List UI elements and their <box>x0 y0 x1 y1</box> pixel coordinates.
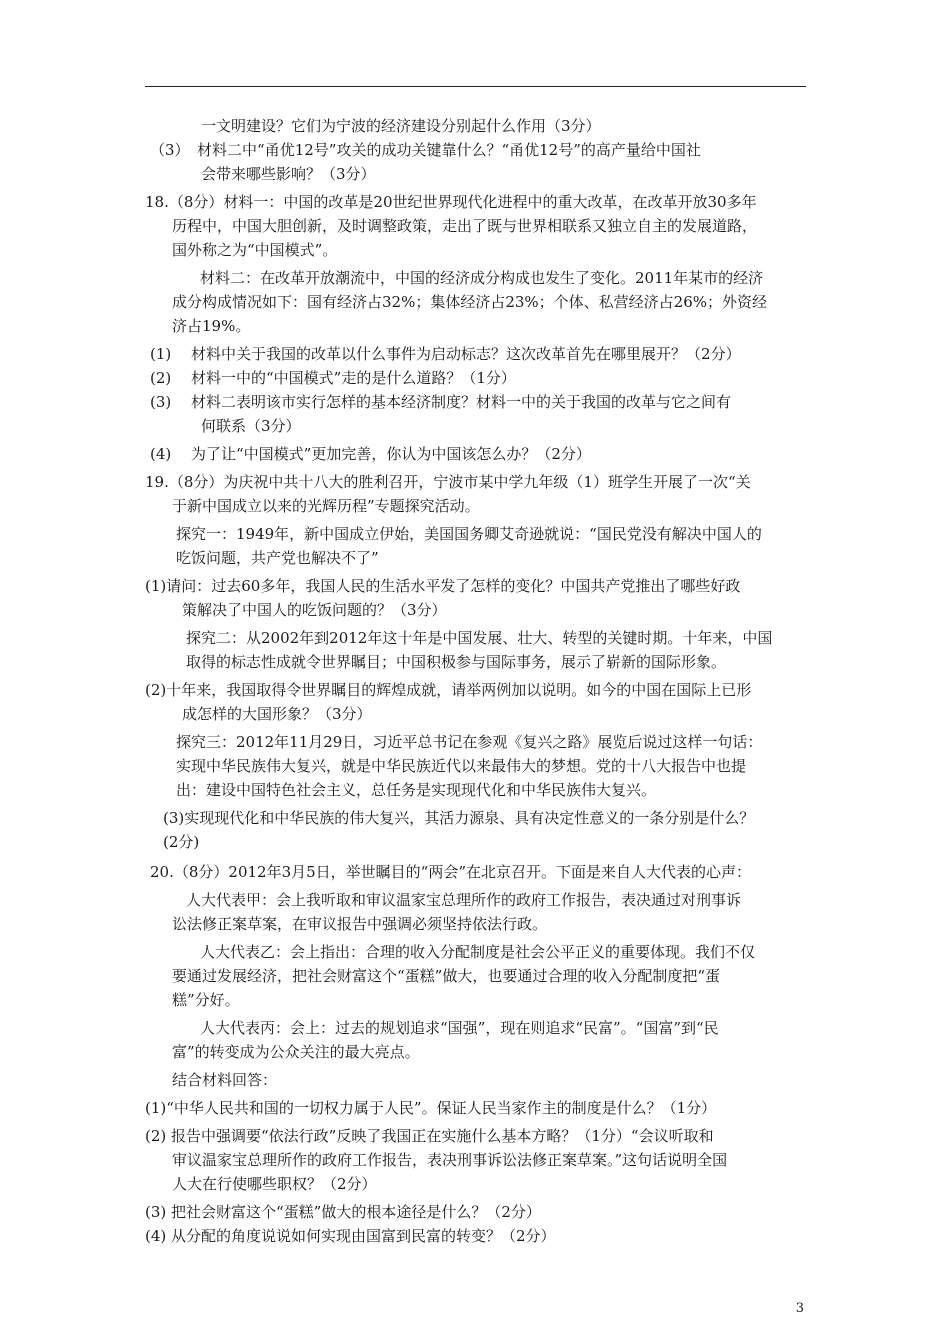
text-line: 糕”分好。 <box>172 991 240 1009</box>
text-line: (1)“中华人民共和国的一切权力属于人民”。保证人民当家作主的制度是什么？（1分） <box>145 1099 717 1117</box>
text-line: 成怎样的大国形象？（3分） <box>182 705 372 723</box>
text-line: （3） 材料二中“甬优12号”攻关的成功关键靠什么？“甬优12号”的高产量给中国社 <box>150 141 701 159</box>
text-line: (2) 报告中强调要“依法行政”反映了我国正在实施什么基本方略？（1分）“会议听取和 <box>145 1127 714 1145</box>
text-line: 国外称之为“中国模式”。 <box>172 241 338 259</box>
text-line: 材料二：在改革开放潮流中，中国的经济成分构成也发生了变化。2011年某市的经济 <box>200 269 764 287</box>
text-line: 会带来哪些影响？（3分） <box>201 165 376 183</box>
text-line: 实现中华民族伟大复兴，就是中华民族近代以来最伟大的梦想。党的十八大报告中也提 <box>176 757 747 775</box>
text-line: 人大代表乙：会上指出：合理的收入分配制度是社会公平正义的重要体现。我们不仅 <box>200 943 756 961</box>
text-line: 要通过发展经济，把社会财富这个“蛋糕”做大，也要通过合理的收入分配制度把“蛋 <box>172 967 721 985</box>
text-line: 探究二：从2002年到2012年这十年是中国发展、壮大、转型的关键时期。十年来，中国 <box>186 629 773 647</box>
text-line: 济占19%。 <box>172 317 251 335</box>
text-line: 结合材料回答： <box>172 1071 278 1089</box>
text-line: (3)实现现代化和中华民族的伟大复兴，其活力源泉、具有决定性意义的一条分别是什么？ <box>163 809 755 827</box>
text-line: (1)请问：过去60多年，我国人民的生活水平发了怎样的变化？中国共产党推出了哪些好政 <box>145 577 741 595</box>
text-line: 成分构成情况如下：国有经济占32%；集体经济占23%；个体、私营经济占26%；外资经 <box>172 293 768 311</box>
page-number: 3 <box>795 1301 804 1316</box>
text-line: 探究一：1949年，新中国成立伊始，美国国务卿艾奇逊就说：“国民党没有解决中国人的 <box>176 525 762 543</box>
text-line: (4) 从分配的角度说说如何实现由国富到民富的转变？（2分） <box>145 1227 556 1245</box>
text-line: 历程中，中国大胆创新，及时调整政策，走出了既与世界相联系又独立自主的发展道路， <box>172 217 758 235</box>
text-line: (1) 材料中关于我国的改革以什么事件为启动标志？这次改革首先在哪里展开？（2分） <box>150 345 741 363</box>
text-line: 于新中国成立以来的光辉历程”专题探究活动。 <box>172 497 480 515</box>
text-line: 人大在行使哪些职权？（2分） <box>172 1175 377 1193</box>
text-line: 人大代表丙：会上：过去的规划追求“国强”，现在则追求“民富”。“国富”到“民 <box>200 1019 719 1037</box>
text-line: (2) 材料一中的“中国模式”走的是什么道路？（1分） <box>150 369 516 387</box>
text-line: 取得的标志性成就令世界瞩目；中国积极参与国际事务，展示了崭新的国际形象。 <box>186 653 727 671</box>
text-line: 探究三：2012年11月29日，习近平总书记在参观《复兴之路》展览后说过这样一句话： <box>176 733 763 751</box>
text-line: (4) 为了让“中国模式”更加完善，你认为中国该怎么办？（2分） <box>150 445 591 463</box>
text-line: 18.（8分）材料一：中国的改革是20世纪世界现代化进程中的重大改革，在改革开放30多年 <box>145 193 757 211</box>
text-line: 策解决了中国人的吃饭问题的？（3分） <box>182 601 447 619</box>
text-line: 富”的转变成为公众关注的最大亮点。 <box>172 1043 420 1061</box>
text-line: 20.（8分）2012年3月5日，举世瞩目的“两会”在北京召开。下面是来自人大代表的心声： <box>150 863 751 881</box>
text-line: (3) 把社会财富这个“蛋糕”做大的根本途径是什么？（2分） <box>145 1203 541 1221</box>
text-line: 何联系（3分） <box>201 417 301 435</box>
text-line: (2分) <box>163 833 200 851</box>
header-rule <box>145 86 806 87</box>
text-line: 19.（8分）为庆祝中共十八大的胜利召开，宁波市某中学九年级（1）班学生开展了一次“关 <box>145 473 751 491</box>
text-line: 一文明建设？它们为宁波的经济建设分别起什么作用（3分） <box>201 117 601 135</box>
text-line: 吃饭问题，共产党也解决不了” <box>176 549 379 567</box>
text-line: (2)十年来，我国取得令世界瞩目的辉煌成就，请举两例加以说明。如今的中国在国际上已形 <box>145 681 752 699</box>
text-line: (3) 材料二表明该市实行怎样的基本经济制度？材料一中的关于我国的改革与它之间有 <box>150 393 732 411</box>
text-line: 人大代表甲：会上我听取和审议温家宝总理所作的政府工作报告，表决通过对刑事诉 <box>186 891 742 909</box>
text-line: 讼法修正案草案，在审议报告中强调必须坚持依法行政。 <box>172 915 548 933</box>
text-line: 出：建设中国特色社会主义，总任务是实现现代化和中华民族伟大复兴。 <box>176 781 657 799</box>
text-line: 审议温家宝总理所作的政府工作报告，表决刑事诉讼法修正案草案。”这句话说明全国 <box>172 1151 728 1169</box>
